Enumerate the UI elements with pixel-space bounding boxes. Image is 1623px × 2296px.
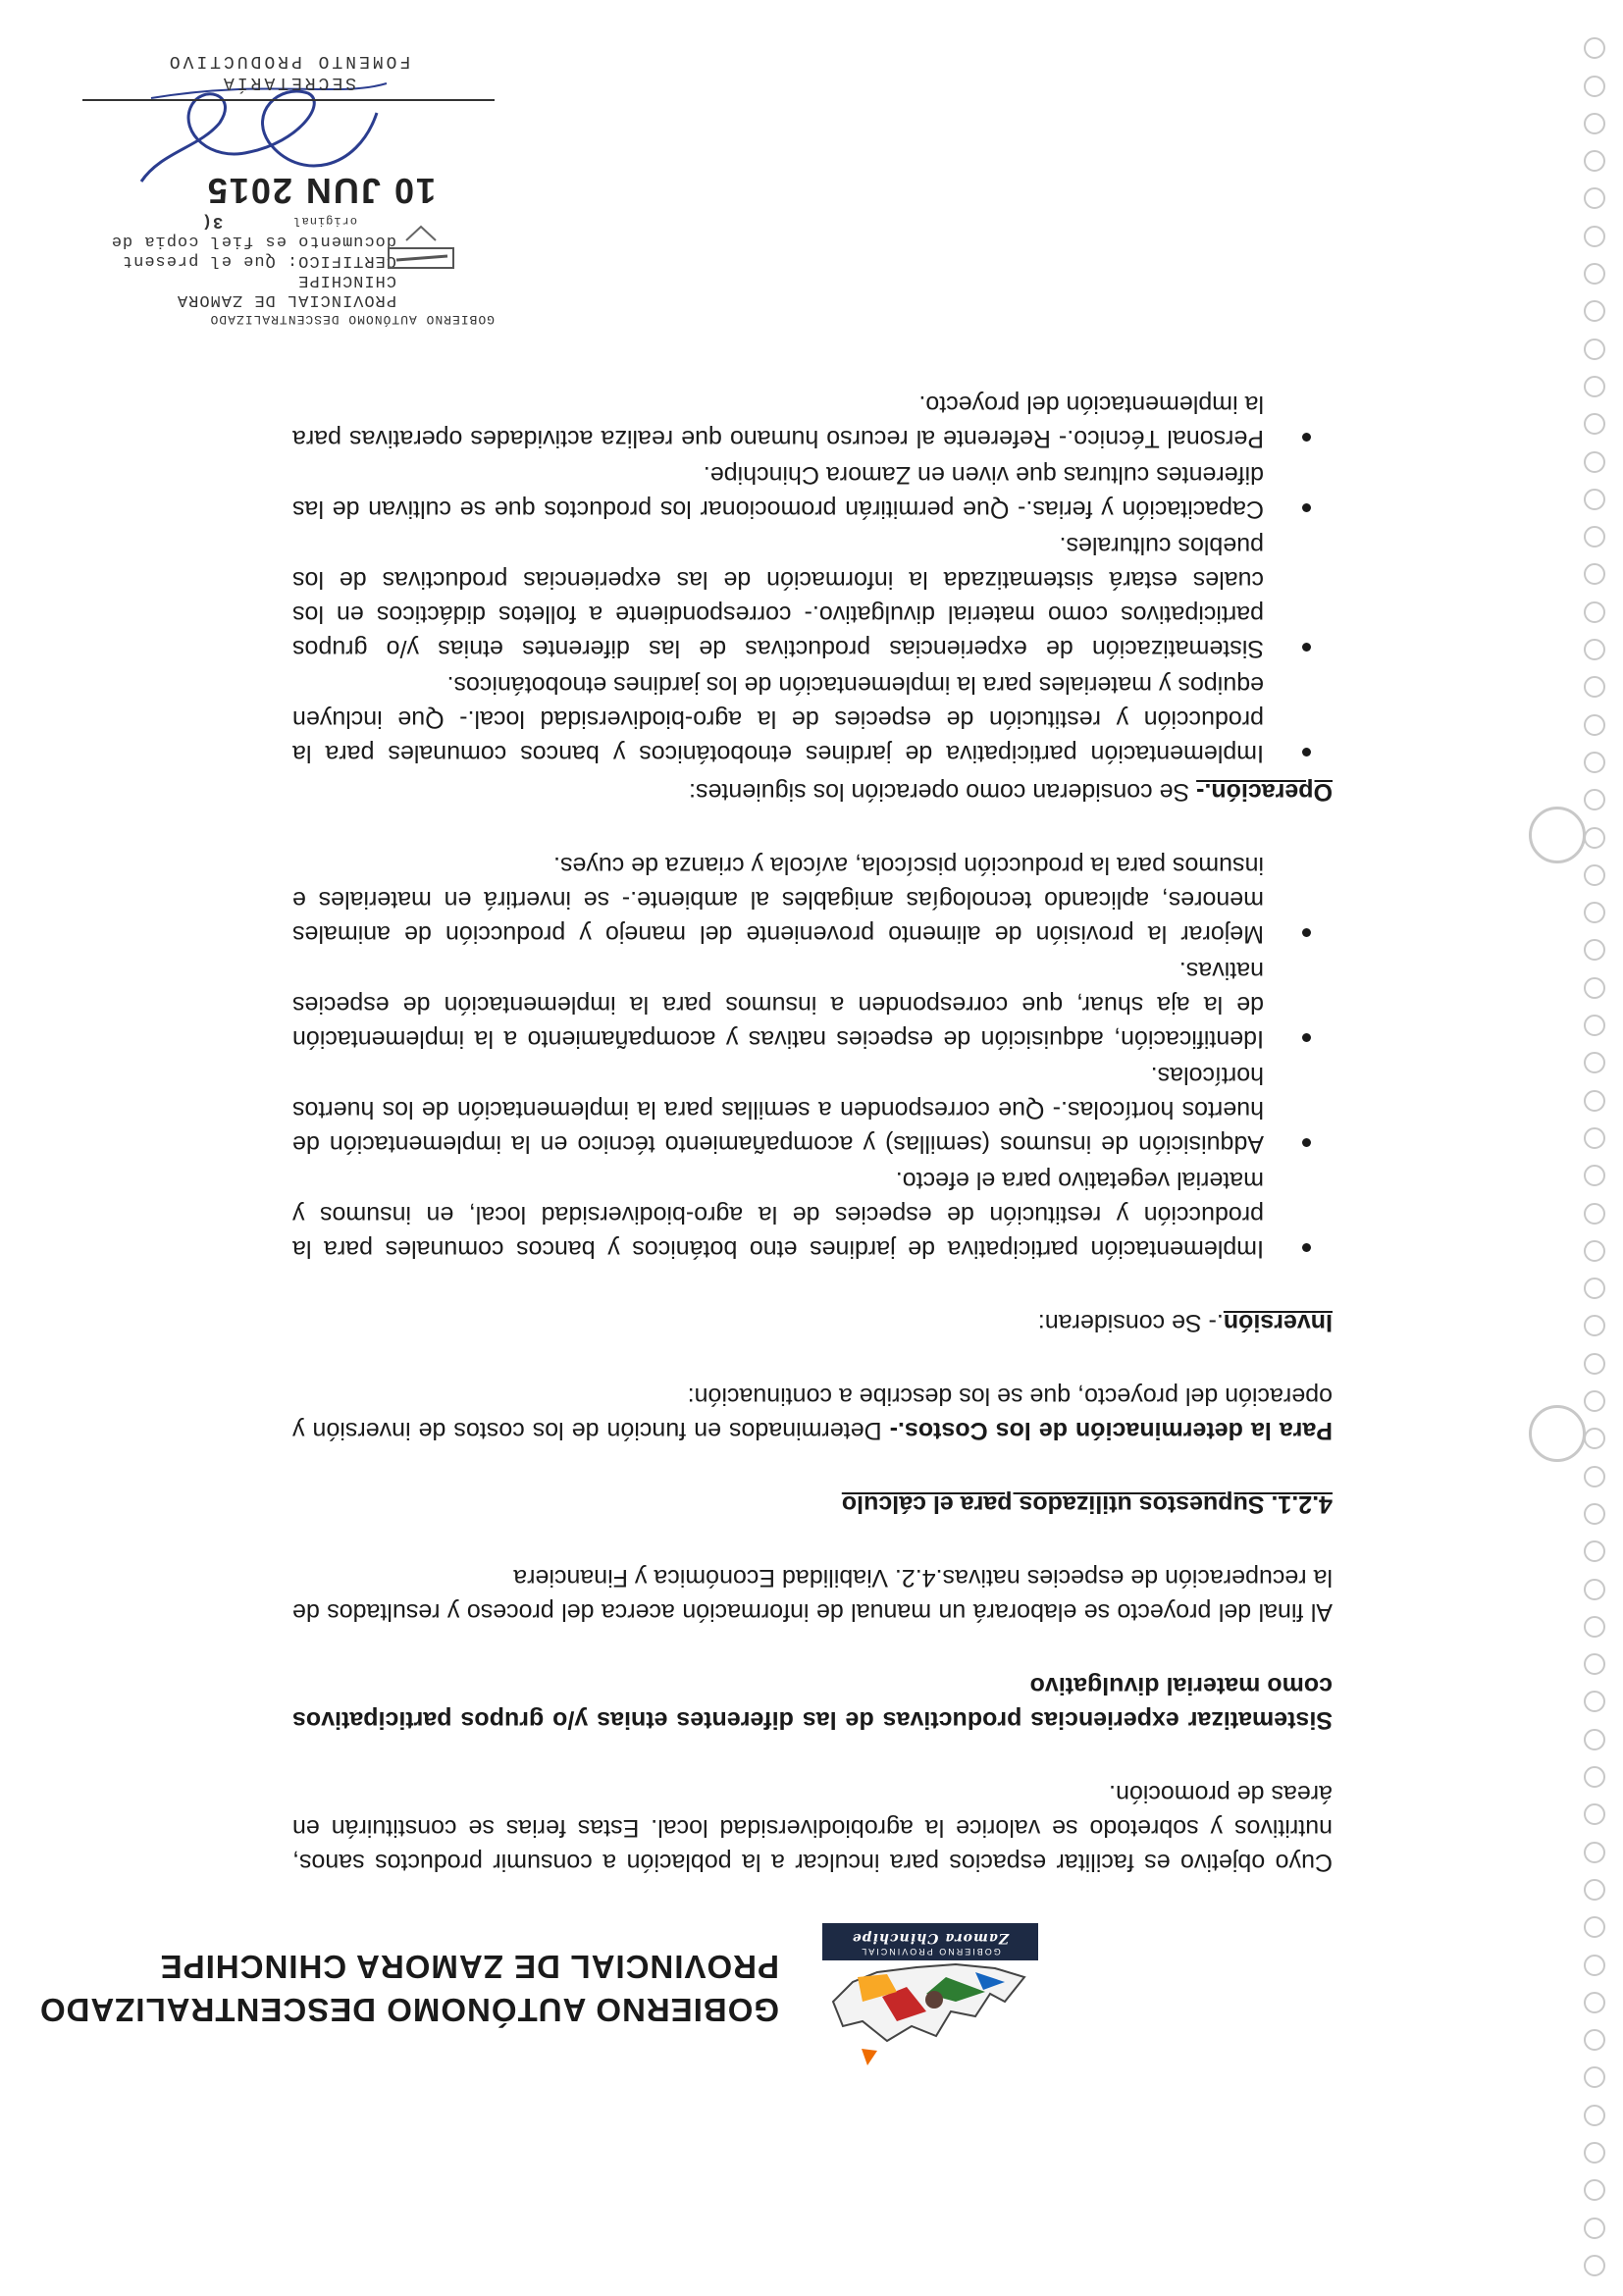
stamp-dept-line-2: FOMENTO PRODUCTIVO bbox=[166, 51, 411, 71]
costos-text: Determinados en función de los costos de inversión y operación del proyecto, que se los describe a continuación: bbox=[292, 1383, 1333, 1444]
binder-hole bbox=[1584, 2218, 1605, 2239]
stamp-line-3: CERTIFICO: Que el present bbox=[121, 251, 396, 270]
binder-hole bbox=[1584, 864, 1605, 886]
binder-hole bbox=[1584, 1015, 1605, 1036]
binder-hole bbox=[1584, 2255, 1605, 2276]
binder-hole bbox=[1584, 977, 1605, 999]
binder-hole bbox=[1584, 1842, 1605, 1863]
binder-hole bbox=[1584, 1616, 1605, 1638]
binder-hole bbox=[1584, 714, 1605, 736]
stamp-department bbox=[102, 50, 475, 93]
binder-hole bbox=[1584, 1316, 1605, 1337]
binder-hole bbox=[1584, 339, 1605, 360]
document-body bbox=[292, 347, 1333, 1879]
binder-hole bbox=[1584, 2067, 1605, 2089]
list-item: Adquisición de insumos (semillas) y acompañamiento técnico en la implementación de huertos hortícolas.- Que corresponden a semillas para la implementación de los huertos hortícolas. bbox=[292, 1058, 1333, 1161]
binder-hole bbox=[1584, 376, 1605, 397]
binder-hole bbox=[1584, 902, 1605, 923]
binder-hole bbox=[1584, 752, 1605, 773]
binder-hole bbox=[1584, 113, 1605, 134]
intro-paragraph: Cuyo objetivo es facilitar espacios para inculcar a la población a consumir productos sanos, nutritivos y sobretodo se valorice la agrobiodiversidad local. Estas ferias se constituirán en áreas de promoción. bbox=[292, 1780, 1333, 1876]
binder-hole bbox=[1584, 1052, 1605, 1073]
binder-hole bbox=[1584, 1955, 1605, 1976]
binder-hole bbox=[1584, 188, 1605, 210]
binder-hole bbox=[1584, 1803, 1605, 1825]
title-line-2: PROVINCIAL DE ZAMORA CHINCHIPE bbox=[159, 1949, 779, 1985]
binder-hole bbox=[1584, 1240, 1605, 1262]
stamp-line-2: PROVINCIAL DE ZAMORA CHINCHIPE bbox=[176, 271, 396, 309]
logo-band-bottom: Zamora Chinchipe bbox=[851, 1930, 1010, 1946]
costos-label: Para la determinación de los Costos.- bbox=[889, 1417, 1333, 1444]
binder-hole bbox=[1584, 639, 1605, 660]
binder-hole bbox=[1584, 1653, 1605, 1675]
binder-ring-hole-upper bbox=[1529, 1405, 1586, 1462]
list-item: Identificación, adquisición de especies nativas y acompañamiento a la implementación de la aja shuar, que corresponden a insumos para la implementación de especies nativas. bbox=[292, 953, 1333, 1056]
binder-hole bbox=[1584, 601, 1605, 623]
binder-hole bbox=[1584, 451, 1605, 473]
list-item: Sistematización de experiencias productivas de las diferentes etnias y/o grupos participativos como material divulgativo.- correspondiente a folletos didácticos en los cuales estará sistematizada la información de las experiencias productivas de los pueblos culturales. bbox=[292, 528, 1333, 665]
stamp-date: 10 JUN 2015 bbox=[205, 171, 436, 211]
binder-hole bbox=[1584, 526, 1605, 548]
inversion-paragraph bbox=[292, 1305, 1333, 1339]
operacion-list bbox=[292, 387, 1333, 770]
stamp-line-4: documento es fiel copia de bbox=[110, 232, 396, 250]
binder-hole bbox=[1584, 1766, 1605, 1788]
binder-hole bbox=[1584, 676, 1605, 698]
binder-hole bbox=[1584, 1466, 1605, 1487]
operacion-label: Operación.- bbox=[1196, 778, 1333, 806]
list-item: Capacitación y ferias.- Que permitirán promocionar los productos que se cultivan de las diferentes culturas que viven en Zamora Chinchipe. bbox=[292, 457, 1333, 526]
binder-hole bbox=[1584, 1879, 1605, 1901]
binder-hole bbox=[1584, 1428, 1605, 1449]
binder-hole bbox=[1584, 1165, 1605, 1186]
operacion-text: Se consideran como operación los siguientes: bbox=[689, 778, 1197, 806]
stamp-dept-line-1: SECRETARÍA bbox=[220, 73, 357, 92]
binder-hole bbox=[1584, 37, 1605, 59]
inversion-list bbox=[292, 848, 1333, 1266]
binder-hole bbox=[1584, 1540, 1605, 1562]
binder-hole bbox=[1584, 1503, 1605, 1525]
costos-paragraph bbox=[292, 1379, 1333, 1447]
logo-band bbox=[822, 1923, 1038, 1960]
stamp-folio: 3( bbox=[200, 212, 224, 231]
binder-hole bbox=[1584, 263, 1605, 285]
stamp-seal-icon bbox=[387, 225, 455, 270]
binder-hole bbox=[1584, 1127, 1605, 1149]
page-title bbox=[0, 1945, 779, 2031]
letterhead bbox=[38, 1904, 1044, 2070]
stamp-divider bbox=[82, 99, 495, 101]
binder-hole bbox=[1584, 300, 1605, 322]
operacion-paragraph bbox=[292, 774, 1333, 809]
manual-paragraph: Al final del proyecto se elaborará un manual de información acerca del proceso y resultados de la recuperación de especies nativas.4.2. Viabilidad Económica y Financiera bbox=[292, 1564, 1333, 1626]
certification-stamp bbox=[82, 34, 495, 329]
binder-hole bbox=[1584, 1278, 1605, 1299]
list-item: Implementación participativa de jardines etnobotánicos y bancos comunales para la producción y restitución de especies de la agro-biodiversidad local.- Que incluyen equipos y materiales para la implementación de los jardines etnobotánicos. bbox=[292, 667, 1333, 770]
binder-hole bbox=[1584, 2142, 1605, 2164]
binder-hole bbox=[1584, 2179, 1605, 2201]
supuestos-heading: 4.2.1. Supuestos utilizados para el cálculo bbox=[841, 1490, 1333, 1518]
province-map-icon bbox=[818, 1957, 1044, 2070]
binder-hole bbox=[1584, 1692, 1605, 1713]
binder-hole bbox=[1584, 940, 1605, 962]
list-item: Personal Técnico.- Referente al recurso humano que realiza actividades operativas para la implementación del proyecto. bbox=[292, 387, 1333, 455]
binder-hole bbox=[1584, 76, 1605, 97]
binder-hole bbox=[1584, 789, 1605, 810]
sistematizar-heading: Sistematizar experiencias productivas de las diferentes etnias y/o grupos participativos como material divulgativo bbox=[292, 1672, 1333, 1734]
stamp-line-1: GOBIERNO AUTÓNOMO DESCENTRALIZADO bbox=[209, 312, 495, 327]
binder-hole bbox=[1584, 489, 1605, 510]
binder-hole bbox=[1584, 1916, 1605, 1938]
inversion-label: Inversión bbox=[1223, 1309, 1333, 1336]
section-heading bbox=[292, 1487, 1333, 1521]
binder-hole bbox=[1584, 226, 1605, 247]
list-item: Implementación participativa de jardines etno botánicos y bancos comunales para la producción y restitución de especies de la agro-biodiversidad local, en insumos y material vegetativo para el efecto. bbox=[292, 1163, 1333, 1266]
list-item: Mejorar la provisión de alimento proveniente del manejo y producción de animales menores, aplicando tecnologías amigables al ambiente.- se invertirá en materiales e insumos para la producción piscícola, avícola y crianza de cuyes. bbox=[292, 848, 1333, 951]
binder-hole bbox=[1584, 1579, 1605, 1600]
stamp-line-5: original bbox=[292, 214, 357, 228]
binder-hole bbox=[1584, 1729, 1605, 1750]
binder-hole bbox=[1584, 150, 1605, 172]
binder-hole bbox=[1584, 2105, 1605, 2126]
binder-hole bbox=[1584, 413, 1605, 435]
binder-hole bbox=[1584, 1390, 1605, 1412]
binder-hole bbox=[1584, 1992, 1605, 2013]
title-line-1: GOBIERNO AUTÓNOMO DESCENTRALIZADO bbox=[38, 1992, 779, 2028]
binder-hole bbox=[1584, 1203, 1605, 1225]
binder-hole bbox=[1584, 2029, 1605, 2051]
provincial-logo bbox=[818, 1923, 1044, 2070]
binder-hole bbox=[1584, 1090, 1605, 1112]
binder-ring-hole-lower bbox=[1529, 807, 1586, 863]
logo-band-top: GOBIERNO PROVINCIAL bbox=[860, 1947, 1001, 1957]
binder-hole bbox=[1584, 1353, 1605, 1375]
inversion-text: .- Se consideran: bbox=[1037, 1309, 1224, 1336]
binder-holes bbox=[1566, 20, 1605, 2276]
binder-hole bbox=[1584, 564, 1605, 586]
binder-hole bbox=[1584, 827, 1605, 849]
